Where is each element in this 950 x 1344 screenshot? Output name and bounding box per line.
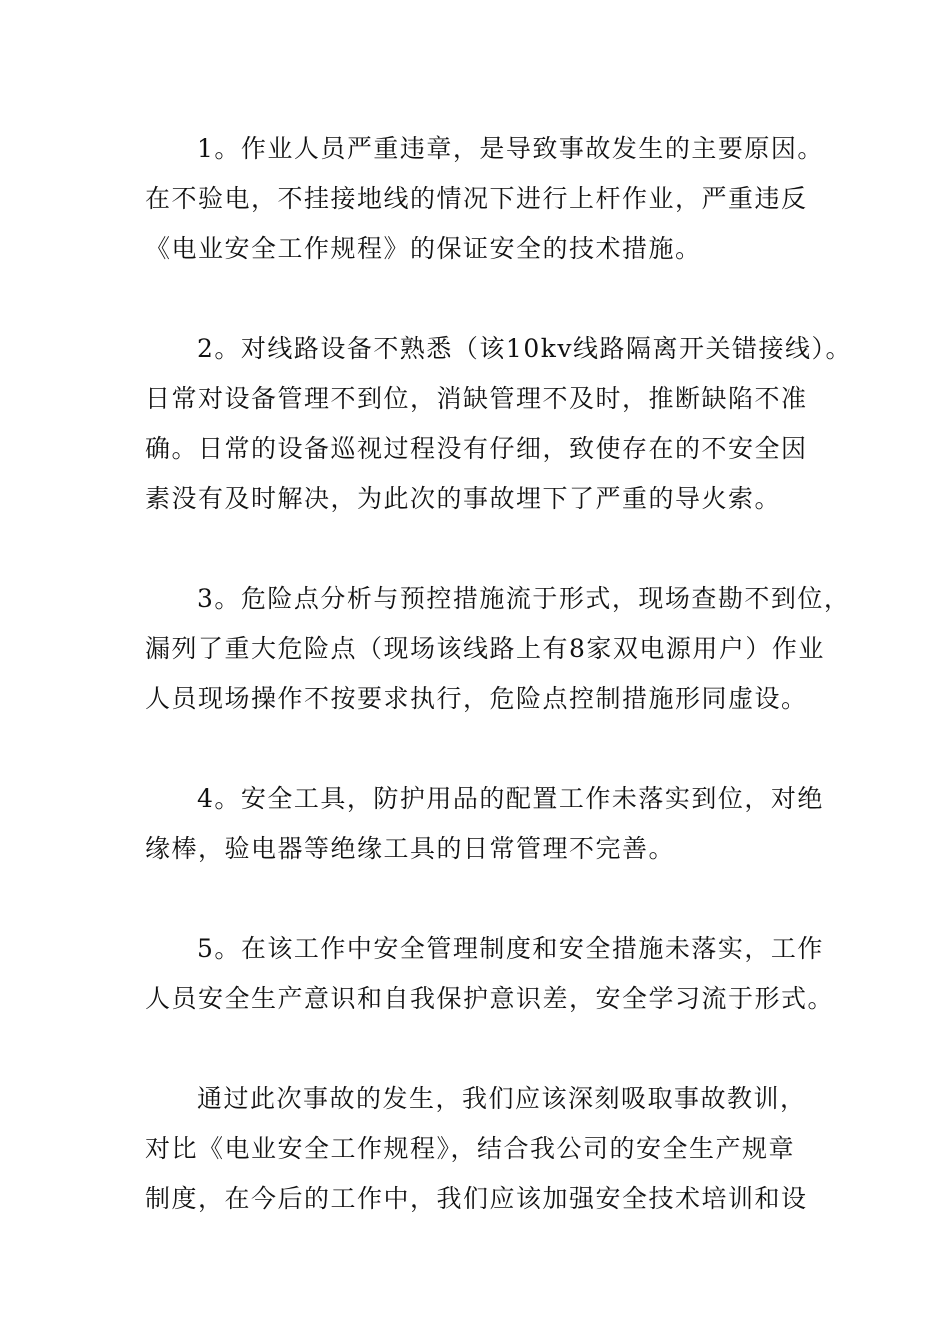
paragraph-line: 1。作业人员严重违章，是导致事故发生的主要原因。 xyxy=(197,134,824,163)
paragraph-line: 《电业安全工作规程》的保证安全的技术措施。 xyxy=(145,234,702,263)
paragraph-cause-4 xyxy=(145,774,824,874)
paragraph-line: 人员现场操作不按要求执行，危险点控制措施形同虚设。 xyxy=(145,684,808,713)
paragraph-line: 对比《电业安全工作规程》，结合我公司的安全生产规章 xyxy=(145,1134,796,1163)
paragraph-line: 日常对设备管理不到位，消缺管理不及时，推断缺陷不准 xyxy=(145,384,808,413)
paragraph-conclusion xyxy=(145,1074,815,1224)
paragraph-line: 人员安全生产意识和自我保护意识差，安全学习流于形式。 xyxy=(145,984,835,1013)
paragraph-line: 缘棒，验电器等绝缘工具的日常管理不完善。 xyxy=(145,834,676,863)
paragraph-line: 2。对线路设备不熟悉（该10kv线路隔离开关错接线）。 xyxy=(197,334,852,363)
paragraph-line: 通过此次事故的发生，我们应该深刻吸取事故教训， xyxy=(197,1084,807,1113)
paragraph-cause-3 xyxy=(145,574,851,724)
paragraph-line: 3。危险点分析与预控措施流于形式，现场查勘不到位， xyxy=(197,584,851,613)
paragraph-cause-5 xyxy=(145,924,835,1024)
paragraph-cause-1 xyxy=(145,124,824,274)
paragraph-line: 漏列了重大危险点（现场该线路上有8家双电源用户）作业 xyxy=(145,634,825,663)
paragraph-line: 4。安全工具，防护用品的配置工作未落实到位，对绝 xyxy=(197,784,824,813)
paragraph-cause-2 xyxy=(145,324,852,524)
paragraph-line: 5。在该工作中安全管理制度和安全措施未落实，工作 xyxy=(197,934,824,963)
paragraph-line: 素没有及时解决，为此次的事故埋下了严重的导火索。 xyxy=(145,484,782,513)
paragraph-line: 确。日常的设备巡视过程没有仔细，致使存在的不安全因 xyxy=(145,434,808,463)
paragraph-line: 制度，在今后的工作中，我们应该加强安全技术培训和设 xyxy=(145,1184,808,1213)
paragraph-line: 在不验电，不挂接地线的情况下进行上杆作业，严重违反 xyxy=(145,184,808,213)
